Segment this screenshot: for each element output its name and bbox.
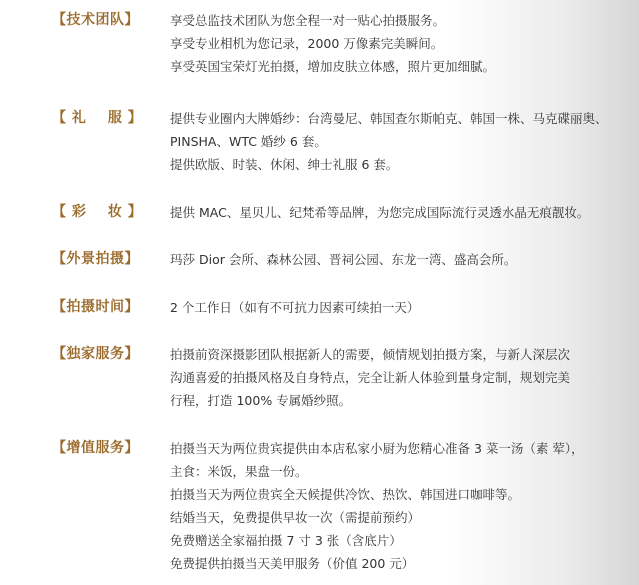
section-label: 【增值服务】 [52, 440, 139, 456]
section-line: 行程，打造 100% 专属婚纱照。 [170, 393, 352, 408]
section-label: 【拍摄时间】 [52, 299, 139, 315]
section-line: PINSHA、WTC 婚纱 6 套。 [170, 134, 327, 149]
section-line: 拍摄当天为两位贵宾提供由本店私家小厨为您精心准备 3 菜一汤（素 荤）， [170, 441, 584, 456]
section-line: 玛莎 Dior 会所、森林公园、晋祠公园、东龙一湾、盛高会所。 [170, 252, 517, 267]
section-line: 提供专业圈内大牌婚纱：台湾曼尼、韩国查尔斯帕克、韩国一株、马克碟丽奥、 [170, 111, 608, 126]
section-line: 主食：米饭，果盘一份。 [170, 464, 308, 479]
section-lines [170, 296, 419, 319]
section-label: 【独家服务】 [52, 346, 139, 362]
section-lines [170, 107, 608, 176]
section-lines [170, 437, 584, 575]
section-label: 【 彩 妆 】 [52, 204, 143, 220]
section-lines [170, 201, 589, 224]
section-line: 享受专业相机为您记录，2000 万像素完美瞬间。 [170, 36, 444, 51]
section-lines [170, 248, 516, 271]
section-lines [170, 9, 495, 78]
section-line: 沟通喜爱的拍摄风格及自身特点，完全让新人体验到量身定制，规划完美 [170, 370, 571, 385]
section-line: 结婚当天，免费提供早妆一次（需提前预约） [170, 510, 421, 525]
section-line: 免费提供拍摄当天美甲服务（价值 200 元） [170, 556, 415, 571]
section-line: 提供欧版、时装、休闲、绅士礼服 6 套。 [170, 157, 399, 172]
section-line: 享受英国宝荣灯光拍摄，增加皮肤立体感，照片更加细腻。 [170, 59, 496, 74]
section-label: 【技术团队】 [52, 12, 139, 28]
section-line: 2 个工作日（如有不可抗力因素可续拍一天） [170, 300, 420, 315]
section-label: 【 礼 服 】 [52, 110, 143, 126]
section-line: 免费赠送全家福拍摄 7 寸 3 张（含底片） [170, 533, 402, 548]
section-line: 提供 MAC、星贝儿、纪梵希等品牌，为您完成国际流行灵透水晶无痕靓妆。 [170, 205, 590, 220]
section-line: 享受总监技术团队为您全程一对一贴心拍摄服务。 [170, 13, 446, 28]
section-line: 拍摄前资深摄影团队根据新人的需要，倾情规划拍摄方案，与新人深层次 [170, 347, 571, 362]
section-lines [170, 343, 570, 412]
section-line: 拍摄当天为两位贵宾全天候提供冷饮、热饮、韩国进口咖啡等。 [170, 487, 521, 502]
section-label: 【外景拍摄】 [52, 251, 139, 267]
